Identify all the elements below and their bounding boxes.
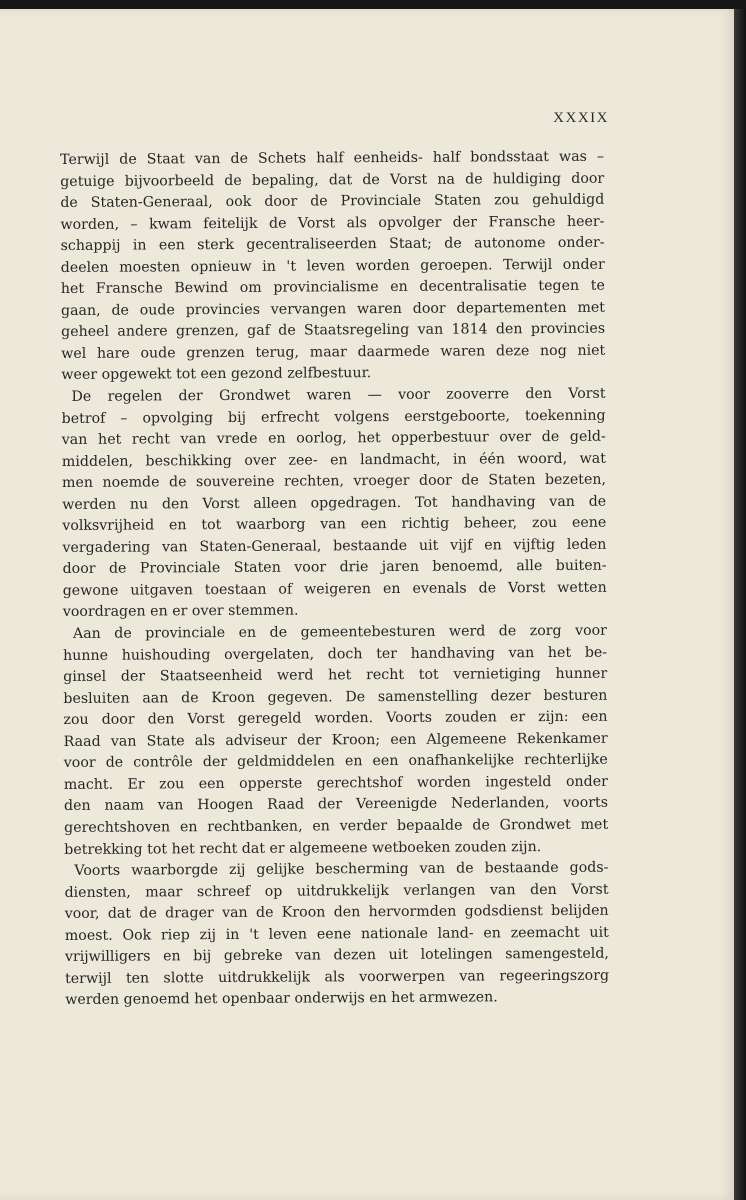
text-line: voordragen en er over stemmen. [62, 603, 299, 621]
text-line: voor, dat de drager van de Kroon den hervormden godsdienst belijden [64, 902, 609, 923]
text-line: werden genoemd het openbaar onderwijs en het armwezen. [65, 989, 498, 1009]
text-line: besluiten aan de Kroon gegeven. De samenstelling dezer besturen [63, 687, 608, 707]
text-line: betrof – opvolging bij erfrecht volgens eerstgeboorte, toekenning [61, 407, 606, 427]
text-line: de Staten-Generaal, ook door de Provinciale Staten zou gehuldigd [60, 191, 605, 212]
text-line: gerechtshoven en rechtbanken, en verder bepaalde de Grondwet met [64, 816, 609, 836]
text-line: hunne huishouding overgelaten, doch ter handhaving van het be- [63, 644, 608, 664]
text-line: gaan, de oude provincies vervangen waren door departementen met [60, 299, 606, 319]
text-line: vergadering van Staten-Generaal, bestaande uit vijf en vijftig leden [62, 536, 607, 556]
text-line: Raad van State als adviseur der Kroon; een Algemeene Rekenkamer [63, 730, 608, 750]
text-line: getuige bijvoorbeeld de bepaling, dat de Vorst na de huldiging door [60, 170, 605, 190]
text-line: worden, – kwam feitelijk de Vorst als opvolger der Fransche heer- [60, 213, 605, 233]
body-text [60, 147, 609, 1012]
text-line: De regelen der Grondwet waren — voor zooverre den Vorst [71, 385, 606, 405]
text-line: macht. Er zou een opperste gerechtshof worden ingesteld onder [63, 773, 608, 793]
text-line: het Fransche Bewind om provincialisme en decentralisatie tegen te [60, 277, 605, 298]
text-line: middelen, beschikking over zee- en landmacht, in één woord, wat [61, 450, 606, 470]
text-line: wel hare oude grenzen terug, maar daarmede waren deze nog niet [61, 342, 606, 362]
text-line: weer opgewekt tot een gezond zelfbestuur. [61, 365, 372, 384]
text-line: Aan de provinciale en de gemeentebesturen werd de zorg voor [72, 622, 607, 642]
page-number: XXXIX [553, 110, 609, 126]
text-line: zou door den Vorst geregeld worden. Voorts zouden er zijn: een [63, 708, 608, 729]
text-line: door de Provinciale Staten voor drie jaren benoemd, alle buiten- [62, 558, 607, 578]
text-line: betrekking tot het recht dat er algemeene wetboeken zouden zijn. [64, 838, 542, 858]
text-line: moest. Ook riep zij in 't leven eene nationale land- en zeemacht uit [64, 924, 609, 944]
scan-top-border [0, 0, 746, 9]
text-line: schappij in een sterk gecentraliseerden Staat; de autonome onder- [60, 234, 605, 255]
text-line: den naam van Hoogen Raad der Vereenigde Nederlanden, voorts [63, 795, 609, 815]
text-line: Voorts waarborgde zij gelijke bescherming van de bestaande gods- [74, 859, 609, 879]
text-line: Terwijl de Staat van de Schets half eenheids- half bondsstaat was – [60, 148, 605, 168]
text-line: men noemde de souvereine rechten, vroeger door de Staten bezeten, [61, 471, 607, 492]
text-line: werden nu den Vorst alleen opgedragen. Tot handhaving van de [62, 493, 607, 513]
text-line: van het recht van vrede en oorlog, het opperbestuur over de geld- [61, 428, 606, 449]
page-edge-shadow [734, 9, 746, 1200]
text-line: terwijl ten slotte uitdrukkelijk als voorwerpen van regeeringszorg [65, 967, 610, 987]
text-line: vrijwilligers en bij gebreke van dezen uit lotelingen samengesteld, [64, 945, 609, 966]
text-line: ginsel der Staatseenheid werd het recht tot vernietiging hunner [63, 665, 608, 686]
text-line: voor de contrôle der geldmiddelen en een onafhankelijke rechterlijke [63, 751, 608, 772]
text-line: gewone uitgaven toestaan of weigeren en evenals de Vorst wetten [62, 579, 607, 599]
text-line: volksvrijheid en tot waarborg van een richtig beheer, zou eene [62, 514, 607, 535]
text-line: geheel andere grenzen, gaf de Staatsregeling van 1814 den provincies [61, 321, 606, 341]
text-line: deelen moesten opnieuw in 't leven worden geroepen. Terwijl onder [60, 256, 605, 276]
text-line: diensten, maar schreef op uitdrukkelijk verlangen van den Vorst [64, 881, 609, 901]
